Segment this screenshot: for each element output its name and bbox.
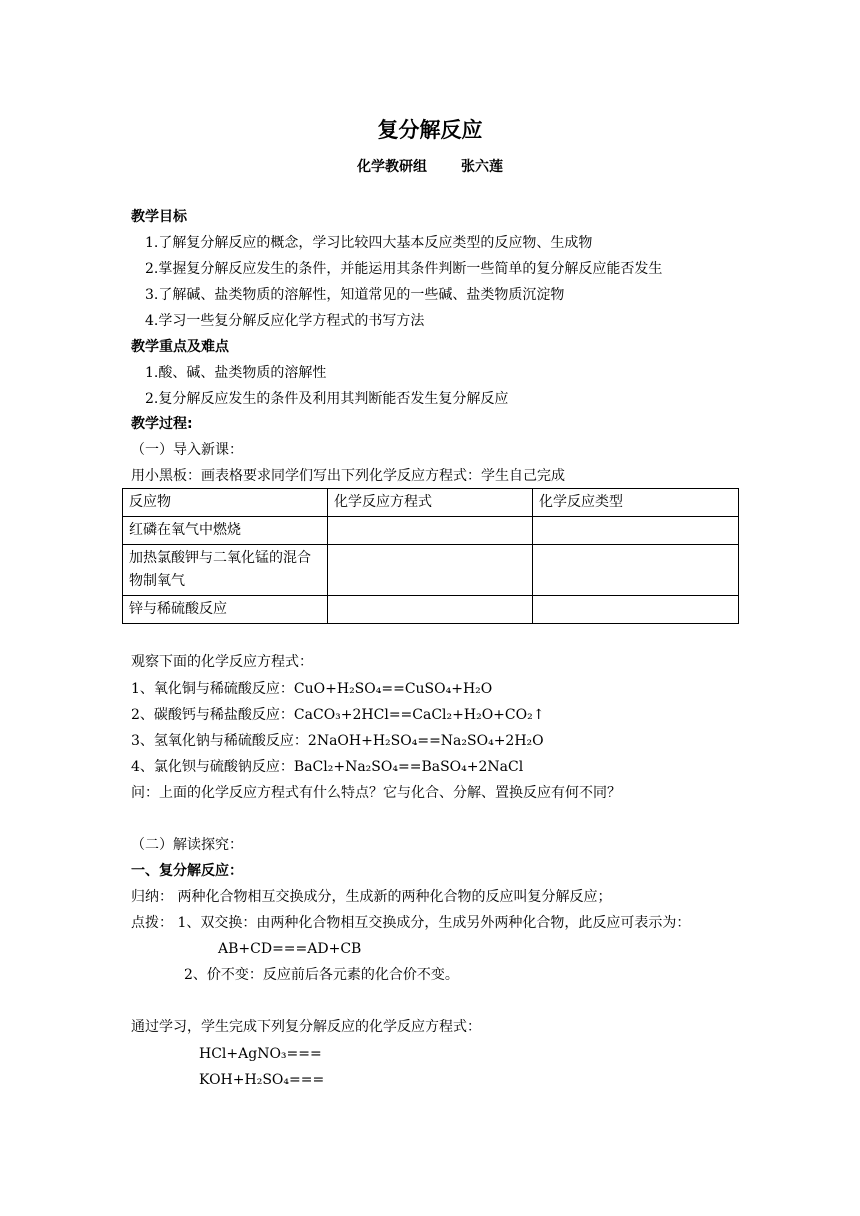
explore-subheading: （二）解读探究： xyxy=(131,837,243,853)
key-point-item: 1.酸、碱、盐类物质的溶解性 xyxy=(145,365,327,381)
table-header-row xyxy=(123,489,739,517)
table-cell xyxy=(328,596,533,624)
table-cell xyxy=(328,545,533,596)
subtitle xyxy=(0,156,860,176)
teaching-group: 化学教研组 xyxy=(357,159,427,175)
summary-text: 归纳： 两种化合物相互交换成分，生成新的两种化合物的反应叫复分解反应； xyxy=(131,889,612,905)
section-title: 一、复分解反应： xyxy=(131,863,243,879)
equation-label: 4、氯化钡与硫酸钠反应： xyxy=(131,759,294,775)
table-cell: 锌与稀硫酸反应 xyxy=(123,596,328,624)
equation-line xyxy=(131,758,523,776)
equation-label: 1、氧化铜与稀硫酸反应： xyxy=(131,681,294,697)
equation-line xyxy=(131,680,492,698)
equation-line xyxy=(131,706,544,724)
table-cell xyxy=(533,545,739,596)
table-cell xyxy=(533,517,739,545)
objectives-heading: 教学目标 xyxy=(131,209,187,225)
practice-item: KOH+H₂SO₄=== xyxy=(199,1072,325,1088)
equation-line xyxy=(131,732,544,750)
observe-heading: 观察下面的化学反应方程式： xyxy=(131,654,313,670)
practice-intro: 通过学习，学生完成下列复分解反应的化学反应方程式： xyxy=(131,1019,481,1035)
hint-text: 2、价不变：反应前后各元素的化合价不变。 xyxy=(184,967,459,983)
table-cell: 加热氯酸钾与二氧化锰的混合物制氧气 xyxy=(123,545,328,596)
intro-subheading: （一）导入新课： xyxy=(131,442,243,458)
general-formula: AB+CD===AD+CB xyxy=(218,941,362,957)
table-cell xyxy=(328,517,533,545)
equation-formula: 2NaOH+H₂SO₄==Na₂SO₄+2H₂O xyxy=(307,733,544,749)
page-title: 复分解反应 xyxy=(377,118,483,142)
equation-formula: BaCl₂+Na₂SO₄==BaSO₄+2NaCl xyxy=(293,759,524,775)
table-cell xyxy=(533,596,739,624)
table-row xyxy=(123,596,739,624)
table-cell: 红磷在氧气中燃烧 xyxy=(123,517,328,545)
question-text: 问：上面的化学反应方程式有什么特点？它与化合、分解、置换反应有何不同？ xyxy=(131,785,621,801)
board-note: 用小黑板：画表格要求同学们写出下列化学反应方程式：学生自己完成 xyxy=(131,468,565,484)
key-point-item: 2.复分解反应发生的条件及利用其判断能否发生复分解反应 xyxy=(145,391,509,407)
table-header-cell: 反应物 xyxy=(123,489,328,517)
objective-item: 4.学习一些复分解反应化学方程式的书写方法 xyxy=(145,313,425,329)
hint-text: 点拨： 1、双交换：由两种化合物相互交换成分，生成另外两种化合物，此反应可表示为： xyxy=(131,915,691,931)
equation-label: 3、氢氧化钠与稀硫酸反应： xyxy=(131,733,308,749)
table-row xyxy=(123,517,739,545)
practice-item: HCl+AgNO₃=== xyxy=(199,1046,322,1062)
objective-item: 3.了解碱、盐类物质的溶解性，知道常见的一些碱、盐类物质沉淀物 xyxy=(145,287,565,303)
equation-label: 2、碳酸钙与稀盐酸反应： xyxy=(131,707,294,723)
reaction-table xyxy=(122,488,739,624)
equation-formula: CaCO₃+2HCl==CaCl₂+H₂O+CO₂↑ xyxy=(293,707,545,723)
table-row xyxy=(123,545,739,596)
table-header-cell: 化学反应类型 xyxy=(533,489,739,517)
objective-item: 1.了解复分解反应的概念，学习比较四大基本反应类型的反应物、生成物 xyxy=(145,235,593,251)
table-header-cell: 化学反应方程式 xyxy=(328,489,533,517)
equation-formula: CuO+H₂SO₄==CuSO₄+H₂O xyxy=(293,681,493,697)
process-heading: 教学过程: xyxy=(131,416,193,432)
key-points-heading: 教学重点及难点 xyxy=(131,339,229,355)
author-name: 张六莲 xyxy=(461,159,503,175)
objective-item: 2.掌握复分解反应发生的条件，并能运用其条件判断一些简单的复分解反应能否发生 xyxy=(145,261,663,277)
